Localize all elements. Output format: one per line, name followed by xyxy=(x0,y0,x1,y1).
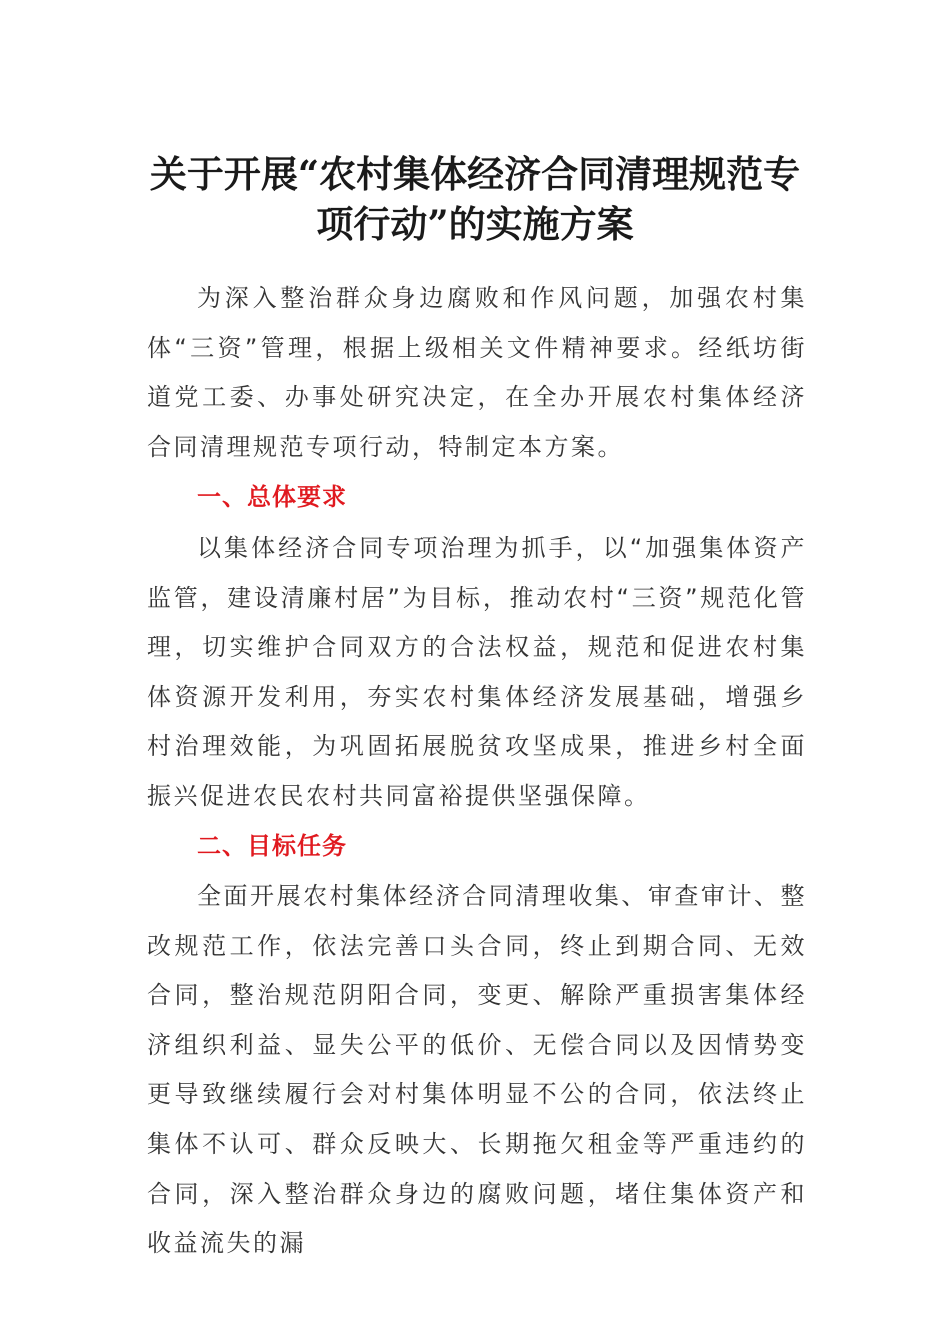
target-tasks-paragraph: 全面开展农村集体经济合同清理收集、审查审计、整改规范工作，依法完善口头合同，终止到期合同、无效合同，整治规范阴阳合同，变更、解除严重损害集体经济组织利益、显失公平的低价、无偿合同以及因情势变更导致继续履行会对村集体明显不公的合同，依法终止集体不认可、群众反映大、长期拖欠租金等严重违约的合同，深入整治群众身边的腐败问题，堵住集体资产和收益流失的漏 xyxy=(147,882,807,1258)
section-heading-target-tasks: 二、目标任务 xyxy=(197,832,347,860)
document-title-line2: 项行动”的实施方案 xyxy=(316,202,634,246)
document-title-line1: 关于开展“农村集体经济合同清理规范专 xyxy=(149,152,801,196)
general-requirements-paragraph: 以集体经济合同专项治理为抓手，以“加强集体资产监管，建设清廉村居”为目标，推动农村“三资”规范化管理，切实维护合同双方的合法权益，规范和促进农村集体资源开发利用，夯实农村集体经济发展基础，增强乡村治理效能，为巩固拓展脱贫攻坚成果，推进乡村全面振兴促进农民农村共同富裕提供坚强保障。 xyxy=(147,534,807,810)
intro-paragraph: 为深入整治群众身边腐败和作风问题，加强农村集体“三资”管理，根据上级相关文件精神要求。经纸坊街道党工委、办事处研究决定，在全办开展农村集体经济合同清理规范专项行动，特制定本方案。 xyxy=(147,284,807,461)
section-heading-general-requirements: 一、总体要求 xyxy=(197,483,347,511)
